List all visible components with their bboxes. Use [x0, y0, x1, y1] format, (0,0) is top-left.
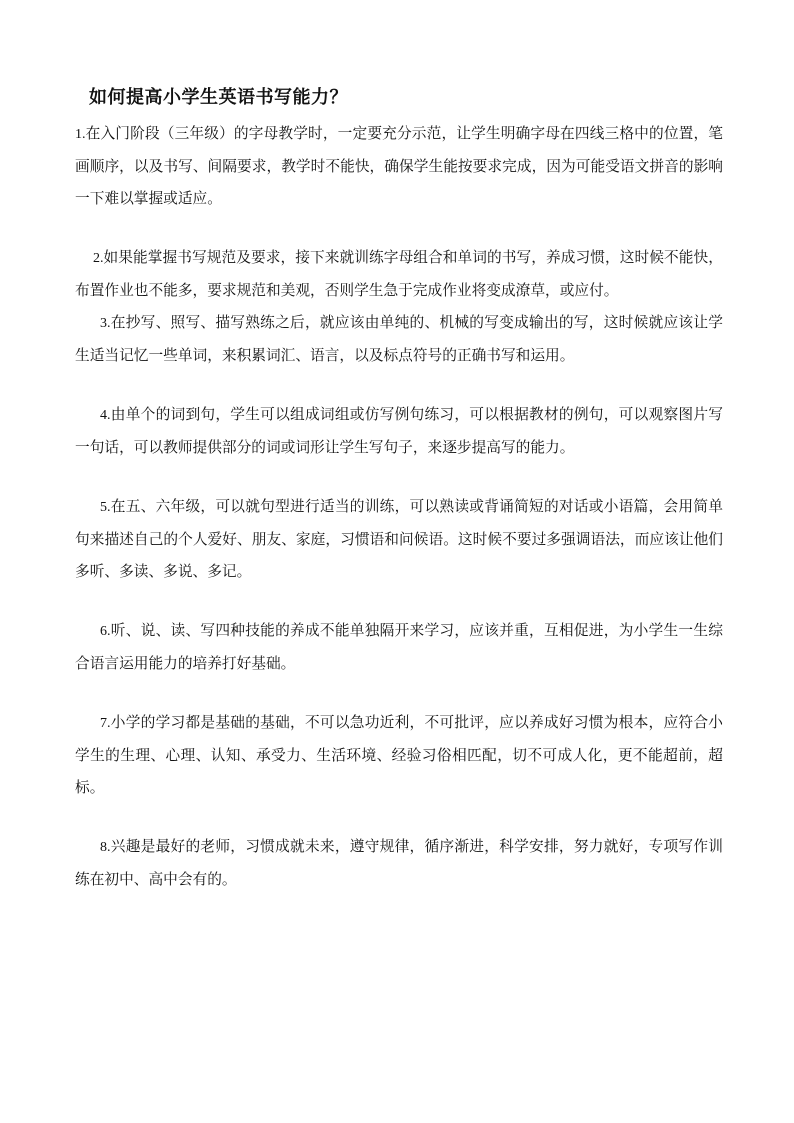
paragraph-number: 8.: [100, 840, 111, 855]
paragraph-text: 由单个的词到句，学生可以组成词组或仿写例句练习，可以根据教材的例句，可以观察图片写一句话，可以教师提供部分的词或词形让学生写句子，来逐步提高写的能力。: [75, 406, 723, 456]
paragraph-text: 如果能掌握书写规范及要求，接下来就训练字母组合和单词的书写，养成习惯，这时候不能快，布置作业也不能多，要求规范和美观，否则学生急于完成作业将变成潦草，或应付。: [75, 249, 723, 299]
paragraph-number: 3.: [100, 316, 111, 331]
paragraph-6: [75, 615, 723, 680]
paragraph-text: 在抄写、照写、描写熟练之后，就应该由单纯的、机械的写变成输出的写，这时候就应该让学生适当记忆一些单词，来积累词汇、语言，以及标点符号的正确书写和运用。: [75, 314, 723, 364]
paragraph-1: [75, 118, 723, 215]
paragraph-number: 6.: [100, 624, 111, 639]
paragraph-5: [75, 491, 723, 588]
paragraph-number: 2.: [93, 251, 104, 266]
page-title: 如何提高小学生英语书写能力？: [89, 87, 348, 108]
paragraph-number: 4.: [100, 408, 111, 423]
paragraph-text: 在入门阶段（三年级）的字母教学时，一定要充分示范，让学生明确字母在四线三格中的位置，笔画顺序，以及书写、间隔要求，教学时不能快，确保学生能按要求完成，因为可能受语文拼音的影响一下难以掌握或适应。: [75, 125, 723, 207]
paragraph-number: 1.: [75, 127, 86, 142]
paragraph-text: 听、说、读、写四种技能的养成不能单独隔开来学习，应该并重，互相促进，为小学生一生综合语言运用能力的培养打好基础。: [75, 622, 723, 672]
paragraph-text: 小学的学习都是基础的基础，不可以急功近利，不可批评，应以养成好习惯为根本，应符合小学生的生理、心理、认知、承受力、生活环境、经验习俗相匹配，切不可成人化，更不能超前，超标。: [75, 714, 723, 796]
document-page: [75, 84, 723, 896]
paragraph-number: 7.: [100, 716, 111, 731]
paragraph-3: [75, 307, 723, 372]
paragraph-text: 在五、六年级，可以就句型进行适当的训练，可以熟读或背诵简短的对话或小语篇，会用简单句来描述自己的个人爱好、朋友、家庭，习惯语和问候语。这时候不要过多强调语法，而应该让他们多听、多读、多说、多记。: [75, 498, 723, 580]
paragraph-2: [75, 242, 723, 307]
paragraph-text: 兴趣是最好的老师，习惯成就未来，遵守规律，循序渐进，科学安排，努力就好，专项写作训练在初中、高中会有的。: [75, 838, 723, 888]
paragraph-4: [75, 399, 723, 464]
paragraph-7: [75, 707, 723, 804]
paragraph-8: [75, 831, 723, 896]
paragraph-number: 5.: [100, 500, 111, 515]
